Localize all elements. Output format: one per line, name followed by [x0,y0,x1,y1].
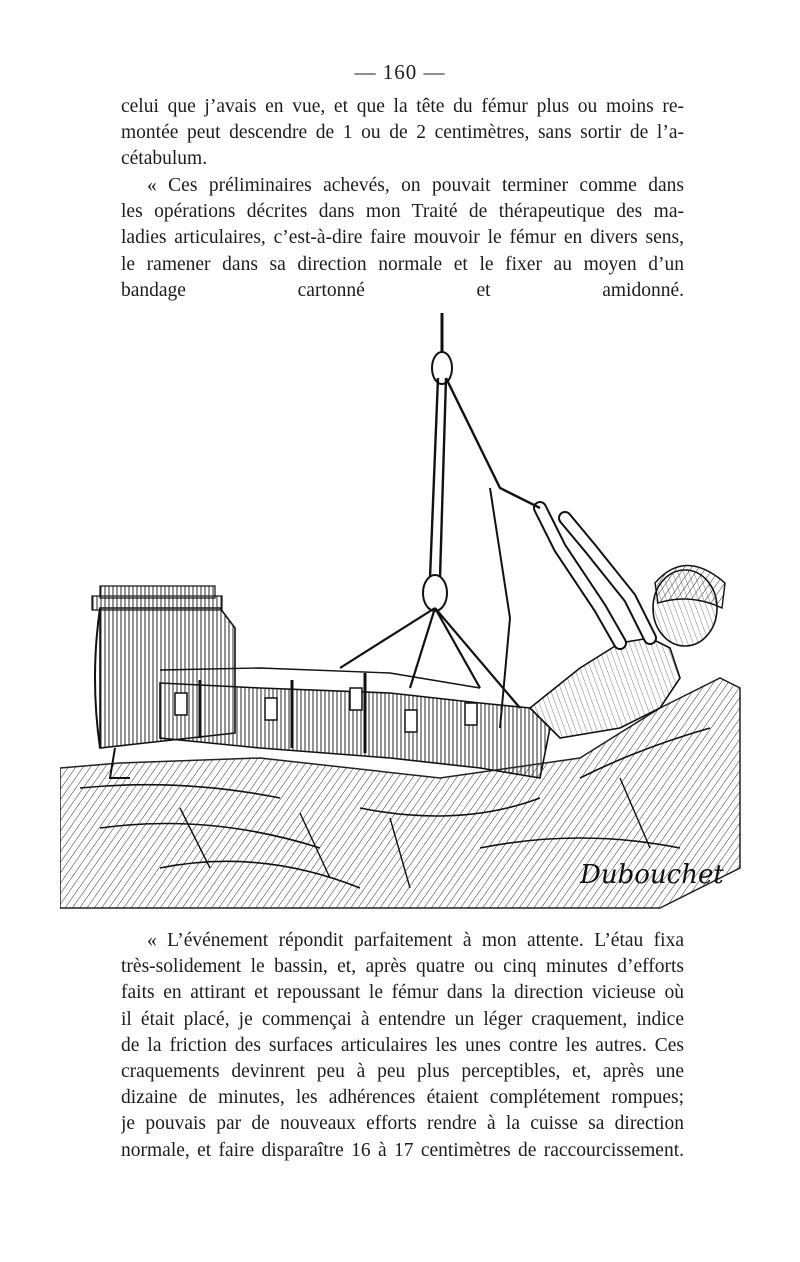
page-number: — 160 — [354,60,446,84]
paragraph-preliminaries [121,173,684,304]
paragraph-continuation [121,94,684,173]
engraving-illustration [60,308,750,918]
text-line: faits en attirant et repoussant le fémur dans la direction vicieuse où [121,982,684,1004]
text-line: craquements devinrent peu à peu plus perceptibles, et, après une [121,1061,684,1083]
text-line: normale, et faire disparaître 16 à 17 centimètres de raccourcissement. [121,1139,684,1161]
text-line: très-solidement le bassin, et, après quatre ou cinq minutes d’efforts [121,956,684,978]
text-line: cétabulum. [121,148,208,170]
text-line: montée peut descendre de 1 ou de 2 centimètres, sans sortir de l’a- [121,122,684,144]
text-line: le ramener dans sa direction normale et le fixer au moyen d’un [121,253,684,275]
pulley-system [340,313,540,728]
paragraph-event [121,928,684,1164]
engraver-signature: Dubouchet [580,860,724,890]
text-line: les opérations décrites dans mon Traité de thérapeutique des ma- [121,201,684,223]
text-line: « Ces préliminaires achevés, on pouvait terminer comme dans [147,175,684,196]
text-line: « L’événement répondit parfaitement à mon attente. L’étau fixa [147,930,684,951]
text-line: de la friction des surfaces articulaires les unes contre les autres. Ces [121,1034,684,1056]
text-line: celui que j’avais en vue, et que la tête du fémur plus ou moins re- [121,96,684,117]
text-line: ladies articulaires, c’est-à-dire faire mouvoir le fémur en divers sens, [121,227,684,249]
patient-traction-engraving [60,308,750,918]
leg-splint [92,586,550,778]
text-line: je pouvais par de nouveaux efforts rendre à la cuisse sa direction [121,1113,684,1135]
text-line: dizaine de minutes, les adhérences étaient complétement rompues; [121,1087,684,1109]
text-line: bandage cartonné et amidonné. [121,279,684,301]
text-line: il était placé, je commençai à entendre un léger craquement, indice [121,1008,684,1030]
